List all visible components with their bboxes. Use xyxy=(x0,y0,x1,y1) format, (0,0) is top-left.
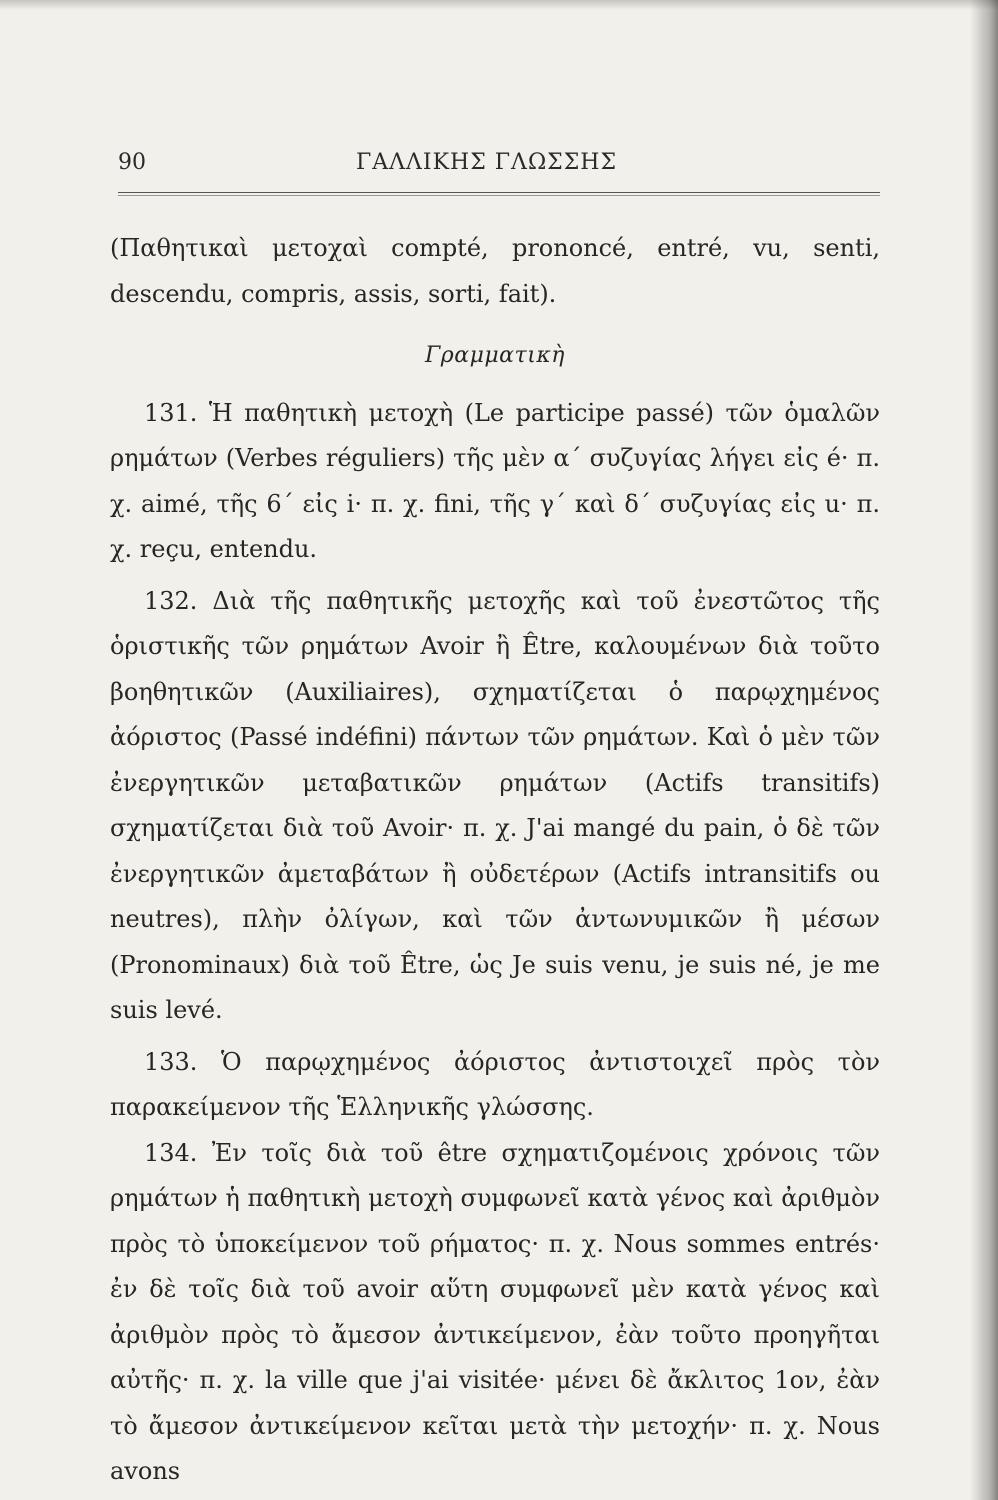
running-header xyxy=(118,150,880,184)
body-text xyxy=(110,226,880,1495)
page-gutter-shadow xyxy=(970,0,998,1500)
header-rule-secondary xyxy=(118,195,880,196)
section-heading: Γραμματικὴ xyxy=(425,343,565,368)
paragraph-134: 134. Ἐν τοῖς διὰ τοῦ être σχηματιζομένοις χρόνοις τῶν ρημάτων ἡ παθητικὴ μετοχὴ συμφωνεῖ κατὰ γένος καὶ ἀριθμὸν πρὸς τὸ ὑποκείμενον τοῦ ρήματος· π. χ. Nous sommes entrés· ἐν δὲ τοῖς διὰ τοῦ avoir αὕτη συμφωνεῖ μὲν κατὰ γένος καὶ ἀριθμὸν πρὸς τὸ ἄμεσον ἀντικείμενον, ἐὰν τοῦτο προηγῆται αὐτῆς· π. χ. la ville que j'ai visitée· μένει δὲ ἄκλιτος 1ον, ἐὰν τὸ ἄμεσον ἀντικείμενον κεῖται μετὰ τὴν μετοχήν· π. χ. Nous avons xyxy=(110,1138,880,1485)
running-title: ΓΑΛΛΙΚΗΣ ΓΛΩΣΣΗΣ xyxy=(356,150,618,175)
page-top-shadow xyxy=(0,0,998,10)
intro-paragraph: (Παθητικαὶ μετοχαὶ compté, prononcé, entré, vu, senti, descendu, compris, assis, sorti, fait). xyxy=(110,234,880,308)
paragraph-131: 131. Ἡ παθητικὴ μετοχὴ (Le participe passé) τῶν ὁμαλῶν ρημάτων (Verbes réguliers) τῆς μὲν α΄ συζυγίας λήγει εἰς é· π. χ. aimé, τῆς 6΄ εἰς i· π. χ. fini, τῆς γ΄ καὶ δ΄ συζυγίας εἰς u· π. χ. reçu, entendu. xyxy=(110,398,880,563)
header-rule xyxy=(118,192,880,193)
paragraph-133: 133. Ὁ παρῳχημένος ἀόριστος ἀντιστοιχεῖ πρὸς τὸν παρακείμενον τῆς Ἑλληνικῆς γλώσσης. xyxy=(110,1047,880,1121)
paragraph-132: 132. Διὰ τῆς παθητικῆς μετοχῆς καὶ τοῦ ἐνεστῶτος τῆς ὁριστικῆς τῶν ρημάτων Avoir ἢ Être, καλουμένων διὰ τοῦτο βοηθητικῶν (Auxiliaires), σχηματίζεται ὁ παρῳχημένος ἀόριστος (Passé indéfini) πάντων τῶν ρημάτων. Καὶ ὁ μὲν τῶν ἐνεργητικῶν μεταβατικῶν ρημάτων (Actifs transitifs) σχηματίζεται διὰ τοῦ Avoir· π. χ. J'ai mangé du pain, ὁ δὲ τῶν ἐνεργητικῶν ἀμεταβάτων ἢ οὐδετέρων (Actifs intransitifs ou neutres), πλὴν ὀλίγων, καὶ τῶν ἀντωνυμικῶν ἢ μέσων (Pronominaux) διὰ τοῦ Être, ὡς Je suis venu, je suis né, je me suis levé. xyxy=(110,586,880,1024)
page-number: 90 xyxy=(118,150,146,175)
